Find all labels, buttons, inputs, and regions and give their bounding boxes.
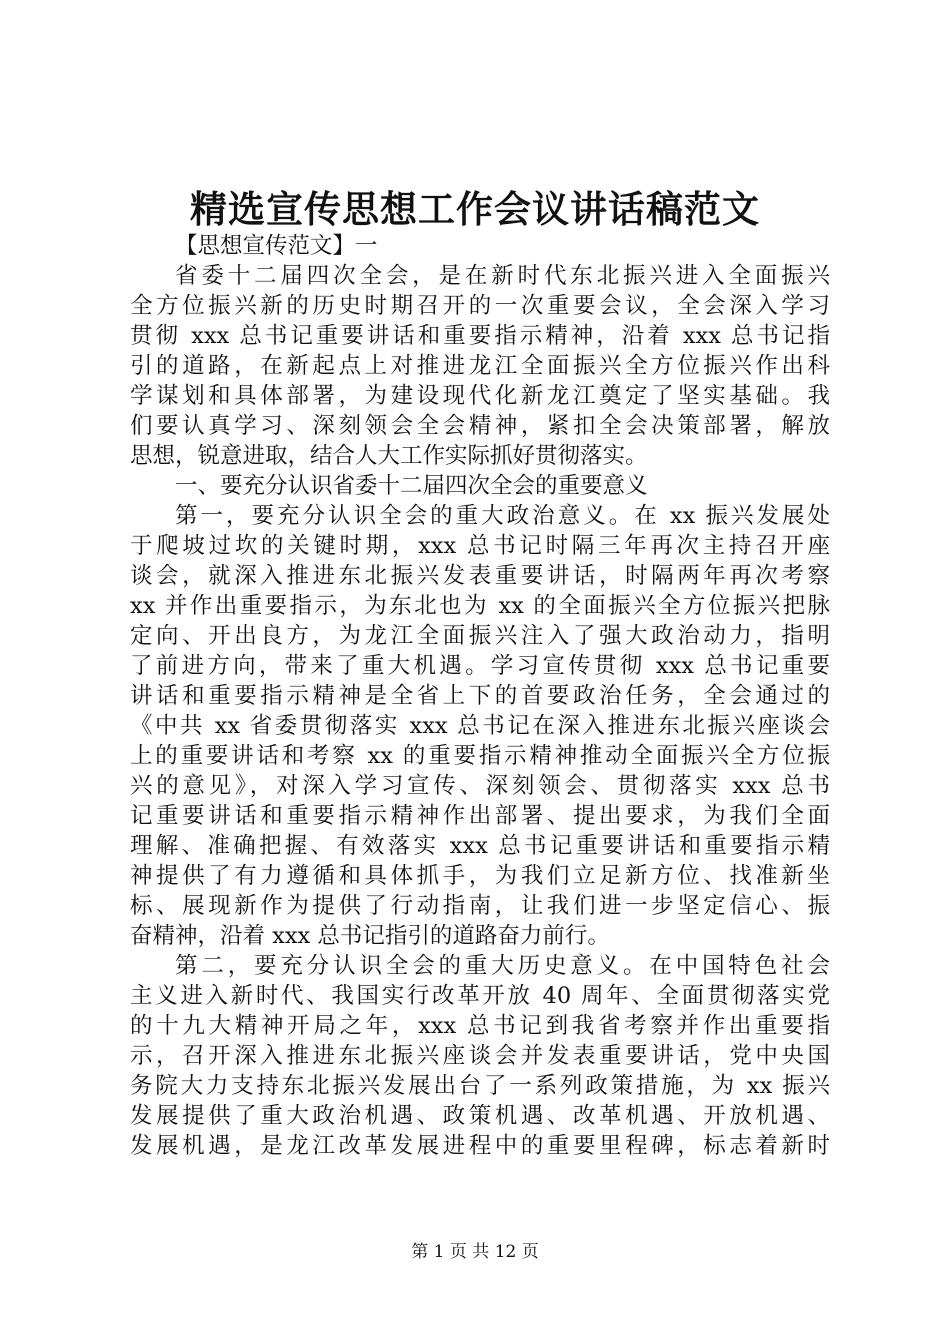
page-indicator: 第 1 页 共 12 页	[411, 1242, 539, 1262]
text-line: 学谋划和具体部署，为建设现代化新龙江奠定了坚实基础。我	[130, 383, 830, 409]
text-line: 谈会，就深入推进东北振兴发表重要讲话，时隔两年再次考察	[130, 563, 830, 589]
text-line: 理解、准确把握、有效落实 xxx 总书记重要讲话和重要指示精	[130, 833, 830, 859]
text-line: 神提供了有力遵循和具体抓手，为我们立足新方位、找准新坐	[130, 863, 830, 889]
text-line: 示，召开深入推进东北振兴座谈会并发表重要讲话，党中央国	[130, 1043, 830, 1069]
text-line: 讲话和重要指示精神是全省上下的首要政治任务，全会通过的	[130, 683, 830, 709]
text-line: 主义进入新时代、我国实行改革开放 40 周年、全面贯彻落实党	[130, 983, 830, 1009]
text-line: 于爬坡过坎的关键时期，xxx 总书记时隔三年再次主持召开座	[130, 533, 830, 559]
text-line: xx 并作出重要指示，为东北也为 xx 的全面振兴全方位振兴把脉	[130, 593, 830, 619]
text-line: 定向、开出良方，为龙江全面振兴注入了强大政治动力，指明	[130, 623, 830, 649]
text-line: 第一，要充分认识全会的重大政治意义。在 xx 振兴发展处	[175, 503, 830, 529]
text-line: 全方位振兴新的历史时期召开的一次重要会议，全会深入学习	[130, 293, 830, 319]
text-line: 标、展现新作为提供了行动指南，让我们进一步坚定信心、振	[130, 893, 830, 919]
document-title: 精选宣传思想工作会议讲话稿范文	[190, 187, 760, 231]
text-line: 发展机遇，是龙江改革发展进程中的重要里程碑，标志着新时	[130, 1133, 830, 1159]
text-line: 奋精神，沿着 xxx 总书记指引的道路奋力前行。	[130, 923, 610, 949]
text-line: 【思想宣传范文】一	[175, 233, 378, 259]
text-line: 贯彻 xxx 总书记重要讲话和重要指示精神，沿着 xxx 总书记指	[130, 323, 830, 349]
text-line: 发展提供了重大政治机遇、政策机遇、改革机遇、开放机遇、	[130, 1103, 830, 1129]
text-line: 们要认真学习、深刻领会全会精神，紧扣全会决策部署，解放	[130, 413, 830, 439]
text-line: 《中共 xx 省委贯彻落实 xxx 总书记在深入推进东北振兴座谈会	[130, 713, 830, 739]
text-line: 兴的意见》，对深入学习宣传、深刻领会、贯彻落实 xxx 总书	[130, 773, 830, 799]
text-line: 思想，锐意进取，结合人大工作实际抓好贯彻落实。	[130, 443, 648, 469]
text-line: 省委十二届四次全会，是在新时代东北振兴进入全面振兴	[175, 263, 830, 289]
text-line: 引的道路，在新起点上对推进龙江全面振兴全方位振兴作出科	[130, 353, 830, 379]
text-line: 记重要讲话和重要指示精神作出部署、提出要求，为我们全面	[130, 803, 830, 829]
text-line: 了前进方向，带来了重大机遇。学习宣传贯彻 xxx 总书记重要	[130, 653, 830, 679]
text-line: 一、要充分认识省委十二届四次全会的重要意义	[175, 473, 648, 499]
document-body	[130, 231, 830, 1161]
text-line: 务院大力支持东北振兴发展出台了一系列政策措施，为 xx 振兴	[130, 1073, 830, 1099]
text-line: 的十九大精神开局之年，xxx 总书记到我省考察并作出重要指	[130, 1013, 830, 1039]
text-line: 第二，要充分认识全会的重大历史意义。在中国特色社会	[175, 953, 830, 979]
text-line: 上的重要讲话和考察 xx 的重要指示精神推动全面振兴全方位振	[130, 743, 830, 769]
